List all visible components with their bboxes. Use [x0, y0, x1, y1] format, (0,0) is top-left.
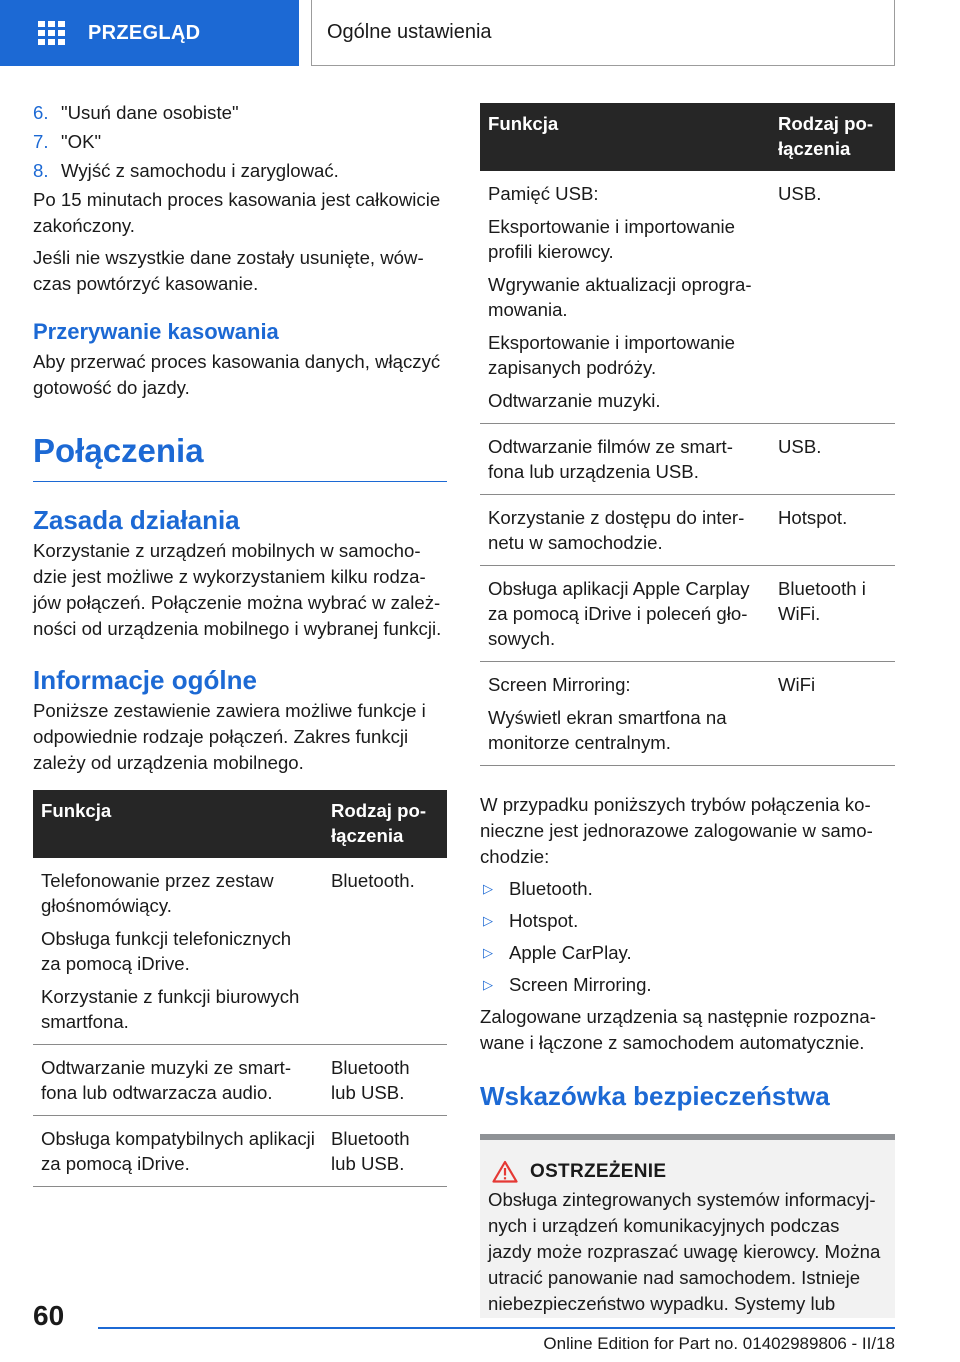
- function-cell: [480, 424, 770, 495]
- list-item: [33, 158, 447, 184]
- step-text: Wyjść z samochodu i zaryglować.: [61, 160, 339, 181]
- table-row: [480, 662, 895, 766]
- list-item: [480, 908, 895, 934]
- triangle-bullet-icon: ▷: [483, 881, 493, 896]
- list-item: [480, 940, 895, 966]
- function-cell: [480, 495, 770, 566]
- paragraph: Po 15 minutach proces kasowania jest całkowicie zakończony.: [33, 189, 441, 236]
- page-number: 60: [33, 1300, 65, 1331]
- column-header-connection-type: Rodzaj połączenia: [323, 790, 447, 858]
- cell-line: Pamięć USB:: [488, 183, 599, 204]
- interrupt-heading: Przerywanie kasowania: [33, 319, 279, 344]
- warning-box: [480, 1134, 895, 1318]
- mode-label: Hotspot.: [509, 910, 579, 931]
- cell-line: Odtwarzanie muzyki ze smartfona lub odtwarzacza audio.: [41, 1057, 292, 1103]
- function-cell: [480, 662, 770, 766]
- principle-heading: Zasada działania: [33, 505, 240, 535]
- paragraph: W przypadku poniższych trybów połączenia konieczne jest jednorazowe zalogowanie w samochodzie:: [480, 794, 873, 867]
- grid-menu-icon: [38, 21, 66, 45]
- cell-line: Odtwarzanie filmów ze smartfona lub urządzenia USB.: [488, 436, 733, 482]
- footer-divider: [98, 1327, 895, 1329]
- cell-line: Wyświetl ekran smartfona na monitorze centralnym.: [488, 707, 727, 753]
- paragraph: Aby przerwać proces kasowania danych, włączyć gotowość do jazdy.: [33, 351, 441, 398]
- connection-type-cell: Bluetooth i WiFi.: [770, 566, 895, 662]
- connections-table-continued: [480, 103, 895, 766]
- mode-label: Bluetooth.: [509, 878, 593, 899]
- step-number: 7.: [33, 131, 49, 152]
- list-item: [480, 972, 895, 998]
- function-cell: [480, 566, 770, 662]
- connections-table: [33, 790, 447, 1187]
- step-number: 6.: [33, 102, 49, 123]
- connection-type-cell: Bluetooth.: [323, 858, 447, 1045]
- connection-type-cell: Bluetooth lub USB.: [323, 1045, 447, 1116]
- warning-header: [488, 1160, 887, 1183]
- table-row: [33, 1116, 447, 1187]
- mode-label: Apple CarPlay.: [509, 942, 632, 963]
- cell-line: Screen Mirroring:: [488, 674, 631, 695]
- column-header-function: Funkcja: [33, 790, 323, 858]
- mode-label: Screen Mirroring.: [509, 974, 652, 995]
- triangle-bullet-icon: ▷: [483, 913, 493, 928]
- paragraph: Korzystanie z urządzeń mobilnych w samochodzie jest możliwe z wykorzystaniem kilku rodzajów połączeń. Połączenie można wybrać w zależności od urządzenia mobilnego i wybranej funkcji.: [33, 540, 442, 639]
- paragraph: Zalogowane urządzenia są następnie rozpoznawane i łączone z samochodem automatycznie.: [480, 1006, 876, 1053]
- triangle-bullet-icon: ▷: [483, 945, 493, 960]
- list-item: [33, 100, 447, 126]
- table-row: [480, 495, 895, 566]
- list-item: [33, 129, 447, 155]
- warning-text: Obsługa zintegrowanych systemów informacyjnych i urządzeń komunikacyjnych podczas jazdy może rozpraszać uwagę kierowcy. Można utracić panowanie nad samochodem. Istnieje niebezpieczeństwo wypadku. Systemy lub: [488, 1189, 881, 1314]
- general-info-heading: Informacje ogólne: [33, 665, 257, 695]
- table-row: [480, 171, 895, 424]
- cell-line: Obsługa aplikacji Apple Carplay za pomocą iDrive i poleceń głosowych.: [488, 578, 750, 649]
- column-header-function: Funkcja: [480, 103, 770, 171]
- cell-line: Obsługa funkcji telefonicznych za pomocą iDrive.: [41, 928, 292, 974]
- paragraph: Jeśli nie wszystkie dane zostały usunięte, wówczas powtórzyć kasowanie.: [33, 247, 424, 294]
- cell-line: Odtwarzanie muzyki.: [488, 390, 661, 411]
- table-row: [480, 566, 895, 662]
- connection-type-cell: WiFi: [770, 662, 895, 766]
- triangle-bullet-icon: ▷: [483, 977, 493, 992]
- cell-line: Telefonowanie przez zestaw głośnomówiący.: [41, 870, 274, 916]
- cell-line: Eksportowanie i importowanie zapisanych podróży.: [488, 332, 736, 378]
- step-text: "OK": [61, 131, 102, 152]
- connection-type-cell: USB.: [770, 171, 895, 424]
- connection-type-cell: Bluetooth lub USB.: [323, 1116, 447, 1187]
- warning-triangle-icon: [492, 1160, 518, 1183]
- step-text: "Usuń dane osobiste": [61, 102, 239, 123]
- cell-line: Eksportowanie i importowanie profili kierowcy.: [488, 216, 736, 262]
- safety-heading: Wskazówka bezpieczeństwa: [480, 1081, 830, 1111]
- right-column: [480, 103, 895, 1318]
- list-item: [480, 876, 895, 902]
- cell-line: Korzystanie z funkcji biurowych smartfona.: [41, 986, 300, 1032]
- overview-nav-button[interactable]: [0, 0, 299, 66]
- cell-line: Korzystanie z dostępu do internetu w samochodzie.: [488, 507, 745, 553]
- paragraph: Poniższe zestawienie zawiera możliwe funkcje i odpowiednie rodzaje połączeń. Zakres funkcji zależy od urządzenia mobilnego.: [33, 700, 426, 773]
- cell-line: Wgrywanie aktualizacji oprogramowania.: [488, 274, 752, 320]
- table-row: [480, 424, 895, 495]
- table-row: [33, 1045, 447, 1116]
- section-title: Ogólne ustawienia: [311, 0, 895, 66]
- column-header-connection-type: Rodzaj połączenia: [770, 103, 895, 171]
- cell-line: Obsługa kompatybilnych aplikacji za pomocą iDrive.: [41, 1128, 315, 1174]
- function-cell: [33, 1045, 323, 1116]
- function-cell: [33, 858, 323, 1045]
- step-number: 8.: [33, 160, 49, 181]
- connection-type-cell: USB.: [770, 424, 895, 495]
- connection-type-cell: Hotspot.: [770, 495, 895, 566]
- left-column: [33, 100, 447, 1187]
- function-cell: [33, 1116, 323, 1187]
- chapter-title: Połączenia: [33, 431, 447, 482]
- edition-info: Online Edition for Part no. 01402989806 - II/18: [543, 1334, 895, 1353]
- table-row: [33, 858, 447, 1045]
- function-cell: [480, 171, 770, 424]
- overview-nav-label: PRZEGLĄD: [88, 21, 201, 44]
- warning-title: OSTRZEŻENIE: [530, 1160, 667, 1182]
